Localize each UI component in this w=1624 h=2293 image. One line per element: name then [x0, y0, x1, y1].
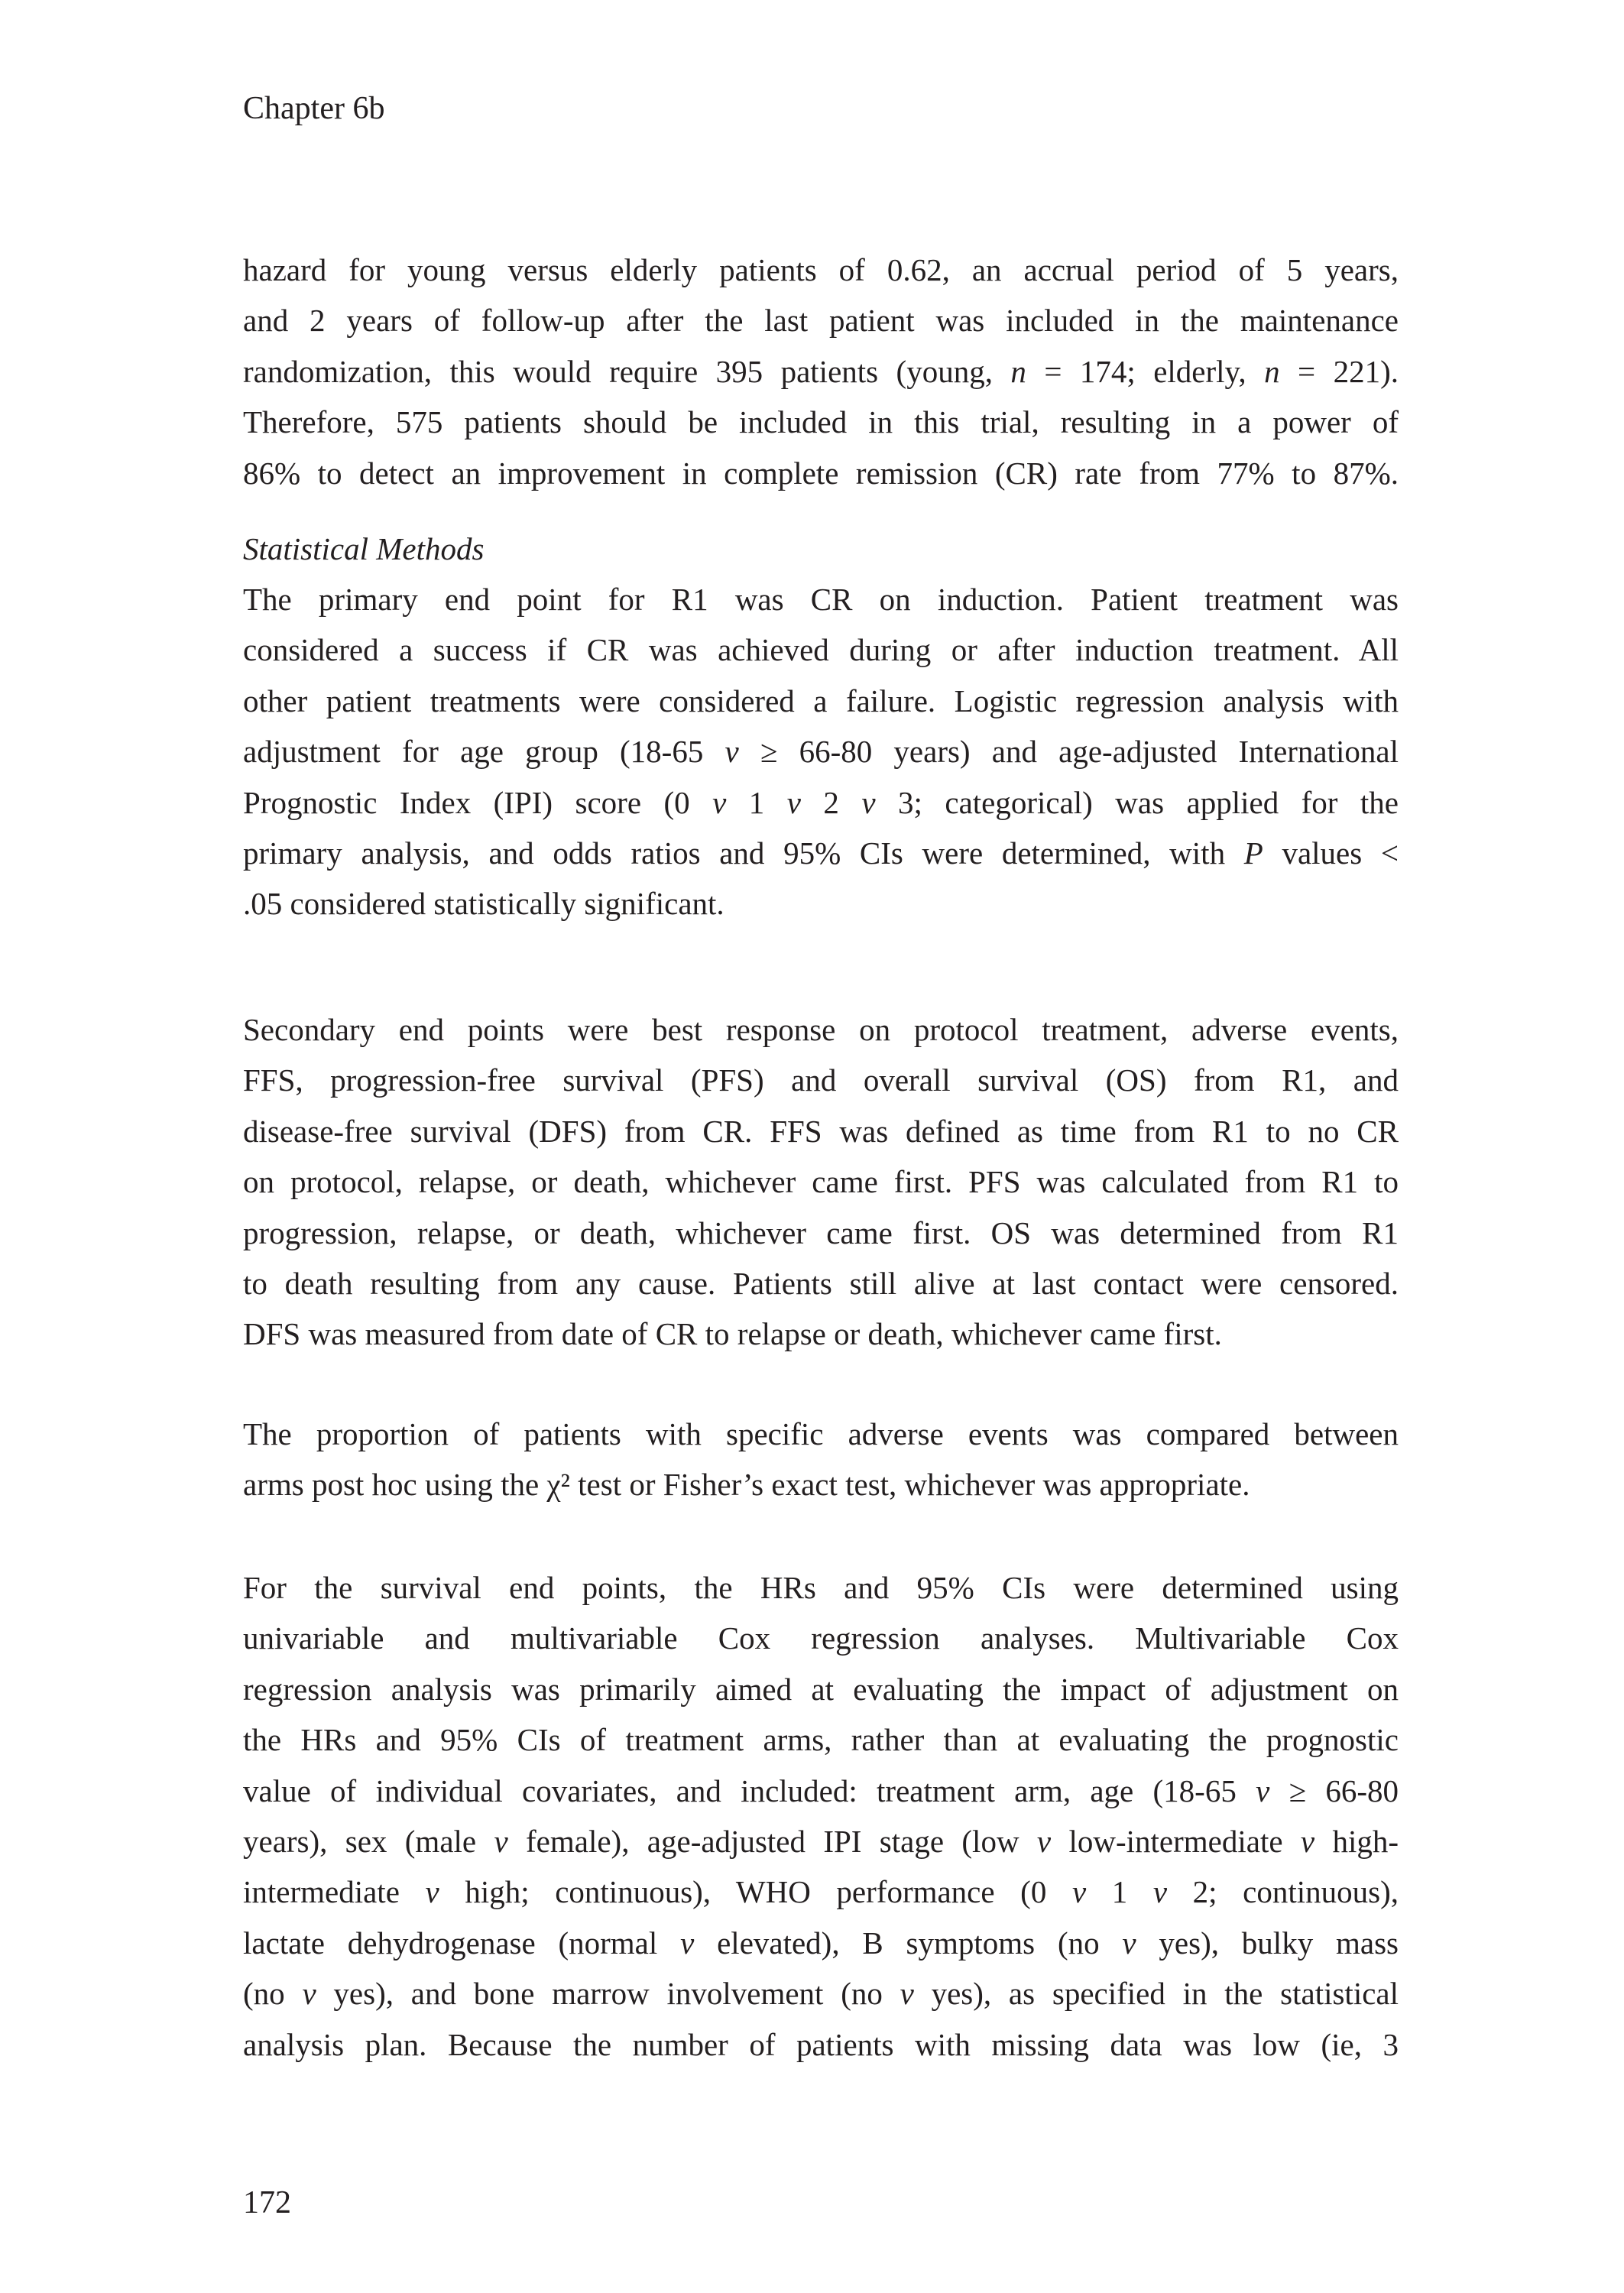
text-segment: Secondary end points were best response on protocol treatment, adverse events,: [243, 1012, 1399, 1047]
italic-text: P: [1243, 835, 1263, 871]
text-segment: (no: [243, 1976, 303, 2012]
italic-text: v: [425, 1874, 439, 1910]
text-line: [243, 448, 1399, 498]
text-segment: yes), as specified in the statistical: [913, 1976, 1399, 2012]
text-segment: FFS, progression-free survival (PFS) and overall survival (OS) from R1, and: [243, 1062, 1399, 1098]
italic-text: v: [1122, 1925, 1136, 1961]
text-segment: elevated), B symptoms (no: [694, 1925, 1123, 1961]
text-segment: high-: [1314, 1823, 1399, 1859]
text-line: [243, 346, 1399, 397]
paragraph-survival-analysis: [243, 1562, 1399, 2070]
text-segment: 1: [726, 784, 787, 820]
text-line: [243, 1766, 1399, 1816]
text-segment: value of individual covariates, and included: treatment arm, age (18-65: [243, 1772, 1256, 1808]
text-line: [243, 878, 1399, 929]
text-segment: randomization, this would require 395 patients (young,: [243, 353, 1011, 389]
text-segment: primary analysis, and odds ratios and 95% CIs were determined, with: [243, 835, 1244, 871]
italic-text: v: [786, 784, 801, 820]
italic-text: v: [900, 1976, 914, 2012]
italic-text: v: [1071, 1874, 1087, 1910]
italic-text: v: [724, 734, 739, 770]
text-line: [243, 676, 1399, 726]
text-line: [243, 1156, 1399, 1207]
text-line: [243, 397, 1399, 447]
text-segment: the HRs and 95% CIs of treatment arms, rather than at evaluating the prognostic: [243, 1722, 1399, 1758]
text-segment: disease-free survival (DFS) from CR. FFS was defined as time from R1 to no CR: [243, 1113, 1399, 1149]
paragraph-adverse-events: [243, 1409, 1399, 1510]
text-segment: univariable and multivariable Cox regression analyses. Multivariable Cox: [243, 1620, 1399, 1656]
text-line: [243, 1208, 1399, 1258]
text-line: [243, 1816, 1399, 1867]
text-line: [243, 1714, 1399, 1765]
text-segment: adjustment for age group (18-65: [243, 734, 725, 770]
text-segment: female), age-adjusted IPI stage (low: [507, 1823, 1037, 1859]
text-segment: For the survival end points, the HRs and 95% CIs were determined using: [243, 1570, 1399, 1605]
text-line: [243, 828, 1399, 878]
text-segment: 86% to detect an improvement in complete remission (CR) rate from 77% to 87%.: [243, 455, 1399, 491]
text-line: [243, 1867, 1399, 1917]
text-line: [243, 245, 1399, 295]
text-line: [243, 1562, 1399, 1613]
italic-text: v: [1300, 1823, 1315, 1859]
text-segment: regression analysis was primarily aimed at evaluating the impact of adjustment on: [243, 1671, 1399, 1707]
text-segment: yes), bulky mass: [1136, 1925, 1399, 1961]
text-line: [243, 2019, 1399, 2070]
text-segment: lactate dehydrogenase (normal: [243, 1925, 681, 1961]
italic-text: v: [861, 784, 876, 820]
text-line: [243, 1459, 1399, 1510]
text-line: [243, 1918, 1399, 1968]
text-segment: The proportion of patients with specific adverse events was compared between: [243, 1416, 1399, 1451]
text-line: [243, 624, 1399, 675]
text-line: [243, 295, 1399, 345]
text-segment: 2: [800, 784, 862, 820]
text-segment: The primary end point for R1 was CR on induction. Patient treatment was: [243, 582, 1399, 617]
text-segment: hazard for young versus elderly patients of 0.62, an accrual period of 5 years,: [243, 252, 1399, 287]
text-line: [243, 1409, 1399, 1459]
text-segment: considered a success if CR was achieved during or after induction treatment. All: [243, 632, 1399, 668]
text-segment: to death resulting from any cause. Patients still alive at last contact were censored.: [243, 1265, 1399, 1301]
text-line: [243, 1664, 1399, 1714]
paragraph-sample-size: [243, 245, 1399, 498]
text-segment: ≥ 66-80 years) and age-adjusted International: [738, 734, 1399, 770]
text-segment: progression, relapse, or death, whichever came first. OS was determined from R1: [243, 1215, 1399, 1250]
text-segment: Therefore, 575 patients should be included in this trial, resulting in a power of: [243, 404, 1399, 440]
text-segment: high; continuous), WHO performance (0: [439, 1874, 1072, 1910]
italic-text: v: [1256, 1772, 1270, 1808]
text-line: [243, 574, 1399, 624]
text-line: [243, 1613, 1399, 1663]
italic-text: n: [1264, 353, 1280, 389]
italic-text: v: [712, 784, 727, 820]
text-segment: low-intermediate: [1051, 1823, 1301, 1859]
italic-text: v: [302, 1976, 316, 2012]
text-segment: analysis plan. Because the number of patients with missing data was low (ie, 3: [243, 2026, 1399, 2062]
text-line: [243, 1968, 1399, 2019]
text-segment: intermediate: [243, 1874, 426, 1910]
text-segment: 3; categorical) was applied for the: [875, 784, 1399, 820]
text-segment: other patient treatments were considered a failure. Logistic regression analysis with: [243, 683, 1399, 718]
text-line: [243, 777, 1399, 828]
text-line: [243, 1309, 1399, 1359]
text-line: [243, 1106, 1399, 1156]
text-segment: .05 considered statistically significant.: [243, 886, 724, 922]
italic-text: v: [680, 1925, 695, 1961]
italic-text: v: [1152, 1874, 1168, 1910]
text-segment: years), sex (male: [243, 1823, 494, 1859]
text-segment: values <: [1263, 835, 1399, 871]
paragraph-primary-endpoint: [243, 574, 1399, 929]
text-segment: on protocol, relapse, or death, whichever came first. PFS was calculated from R1 to: [243, 1164, 1399, 1200]
text-segment: 1: [1086, 1874, 1153, 1910]
italic-text: v: [1036, 1823, 1052, 1859]
text-line: [243, 1004, 1399, 1055]
running-header: Chapter 6b: [243, 91, 385, 126]
section-heading: Statistical Methods: [243, 531, 485, 566]
text-segment: and 2 years of follow-up after the last patient was included in the maintenance: [243, 303, 1399, 339]
text-segment: = 221).: [1279, 353, 1399, 389]
text-segment: 2; continuous),: [1167, 1874, 1399, 1910]
text-line: [243, 1055, 1399, 1105]
text-segment: yes), and bone marrow involvement (no: [316, 1976, 900, 2012]
text-line: [243, 1258, 1399, 1309]
paragraph-secondary-endpoints: [243, 1004, 1399, 1360]
text-segment: arms post hoc using the χ² test or Fisher’s exact test, whichever was appropriate.: [243, 1467, 1250, 1503]
text-segment: = 174; elderly,: [1026, 353, 1265, 389]
italic-text: v: [494, 1823, 508, 1859]
italic-text: n: [1010, 353, 1026, 389]
page-number: 172: [243, 2185, 291, 2220]
text-segment: ≥ 66-80: [1269, 1772, 1399, 1808]
text-line: [243, 726, 1399, 777]
text-segment: DFS was measured from date of CR to relapse or death, whichever came first.: [243, 1316, 1222, 1352]
text-segment: Prognostic Index (IPI) score (0: [243, 784, 713, 820]
